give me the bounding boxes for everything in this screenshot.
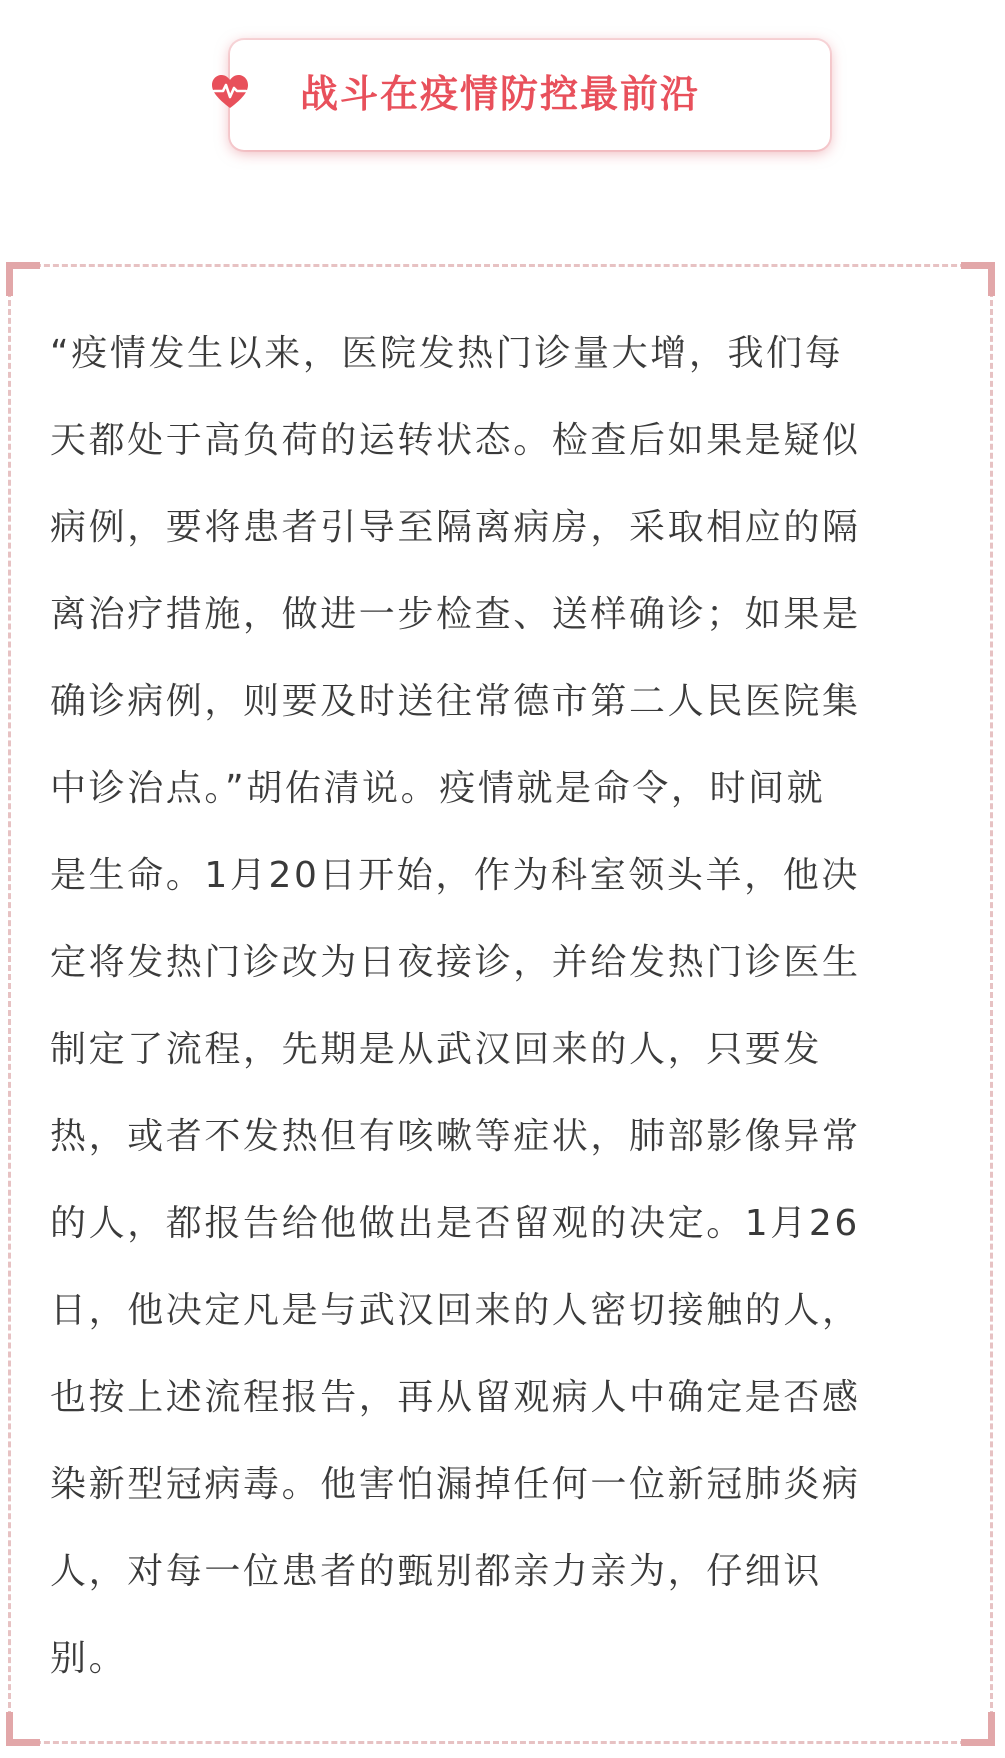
frame-corner-top-right: [988, 262, 995, 296]
frame-corner-top-left: [6, 262, 13, 296]
article-line: 人，对每一位患者的甄别都亲力亲为，仔细识: [50, 1551, 823, 1592]
article-line: 别。: [50, 1638, 128, 1679]
article-line: 的人，都报告给他做出是否留观的决定。1月26: [50, 1203, 860, 1244]
article-line: “疫情发生以来，医院发热门诊量大增，我们每: [50, 333, 844, 374]
section-title: 战斗在疫情防控最前沿: [300, 72, 701, 116]
article-line: 天都处于高负荷的运转状态。检查后如果是疑似: [50, 420, 861, 461]
article-line: 日，他决定凡是与武汉回来的人密切接触的人，: [50, 1290, 861, 1331]
article-line: 是生命。1月20日开始，作为科室领头羊，他决: [50, 855, 860, 896]
article-line: 离治疗措施，做进一步检查、送样确诊；如果是: [50, 594, 861, 635]
article-line: 制定了流程，先期是从武汉回来的人，只要发: [50, 1029, 823, 1070]
article-line: 热，或者不发热但有咳嗽等症状，肺部影像异常: [50, 1116, 861, 1157]
article-line: 也按上述流程报告，再从留观病人中确定是否感: [50, 1377, 861, 1418]
heart-pulse-icon: [210, 74, 250, 110]
article-line: 染新型冠病毒。他害怕漏掉任何一位新冠肺炎病: [50, 1464, 861, 1505]
article-paragraph: [50, 310, 960, 1702]
article-line: 定将发热门诊改为日夜接诊，并给发热门诊医生: [50, 942, 861, 983]
article-line: 确诊病例，则要及时送往常德市第二人民医院集: [50, 681, 861, 722]
frame-corner-bottom-right: [988, 1712, 995, 1746]
article-line: 中诊治点。”胡佑清说。疫情就是命令，时间就: [50, 768, 826, 809]
frame-corner-bottom-left: [6, 1712, 13, 1746]
article-line: 病例，要将患者引导至隔离病房，采取相应的隔: [50, 507, 861, 548]
